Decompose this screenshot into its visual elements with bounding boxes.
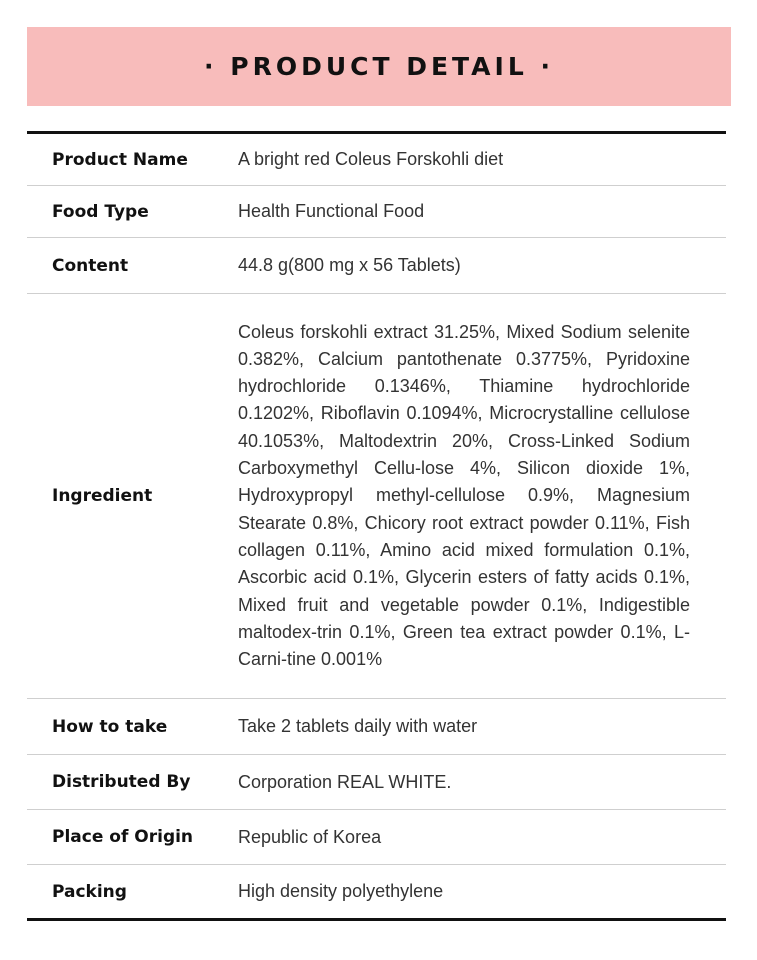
table-row-place-of-origin [27, 810, 726, 865]
row-value: High density polyethylene [238, 881, 444, 901]
row-value: Coleus forskohli extract 31.25%, Mixed Sodium selenite 0.382%, Calcium pantothenate 0.3775%, Pyridoxine hydrochloride 0.1346%, Thiamine hydrochloride 0.1202%, Riboflavin 0.1094%, Microcrystalline cellulose 40.1053%, Maltodextrin 20%, Cross-Linked Sodium Carboxymethyl Cellu-lose 4%, Silicon dioxide 1%, Hydroxypropyl methyl-cellulose 0.9%, Magnesium Stearate 0.8%, Chicory root extract powder 0.11%, Fish collagen 0.11%, Amino acid mixed formulation 0.1%, Ascorbic acid 0.1%, Glycerin esters of fatty acids 0.1%, Mixed fruit and vegetable powder 0.1%, Indigestible maltodex-trin 0.1%, Green tea extract powder 0.1%, L-Carni-tine 0.001% [238, 321, 690, 670]
row-label: Ingredient [52, 486, 153, 506]
table-row-food-type [27, 186, 726, 238]
row-label: Product Name [52, 149, 188, 170]
table-row-packing [27, 865, 726, 918]
row-value: Corporation REAL WHITE. [238, 771, 452, 792]
row-label: Food Type [52, 201, 149, 222]
banner-title: · PRODUCT DETAIL · [204, 52, 554, 81]
row-label: Distributed By [52, 772, 191, 792]
table-row-product-name [27, 134, 726, 186]
row-label: Packing [52, 881, 127, 902]
row-value: Health Functional Food [238, 201, 425, 221]
table-row-content [27, 238, 726, 294]
product-detail-banner [27, 27, 731, 106]
row-label: How to take [52, 716, 168, 737]
row-value: Republic of Korea [238, 826, 382, 847]
row-label: Place of Origin [52, 827, 194, 847]
row-value: Take 2 tablets daily with water [238, 716, 478, 736]
table-row-ingredient [27, 294, 726, 699]
table-row-distributed-by [27, 755, 726, 810]
row-label: Content [52, 255, 129, 276]
row-value: A bright red Coleus Forskohli diet [238, 149, 504, 169]
table-row-how-to-take [27, 699, 726, 755]
product-detail-table [27, 131, 726, 921]
row-value: 44.8 g(800 mg x 56 Tablets) [238, 255, 461, 275]
